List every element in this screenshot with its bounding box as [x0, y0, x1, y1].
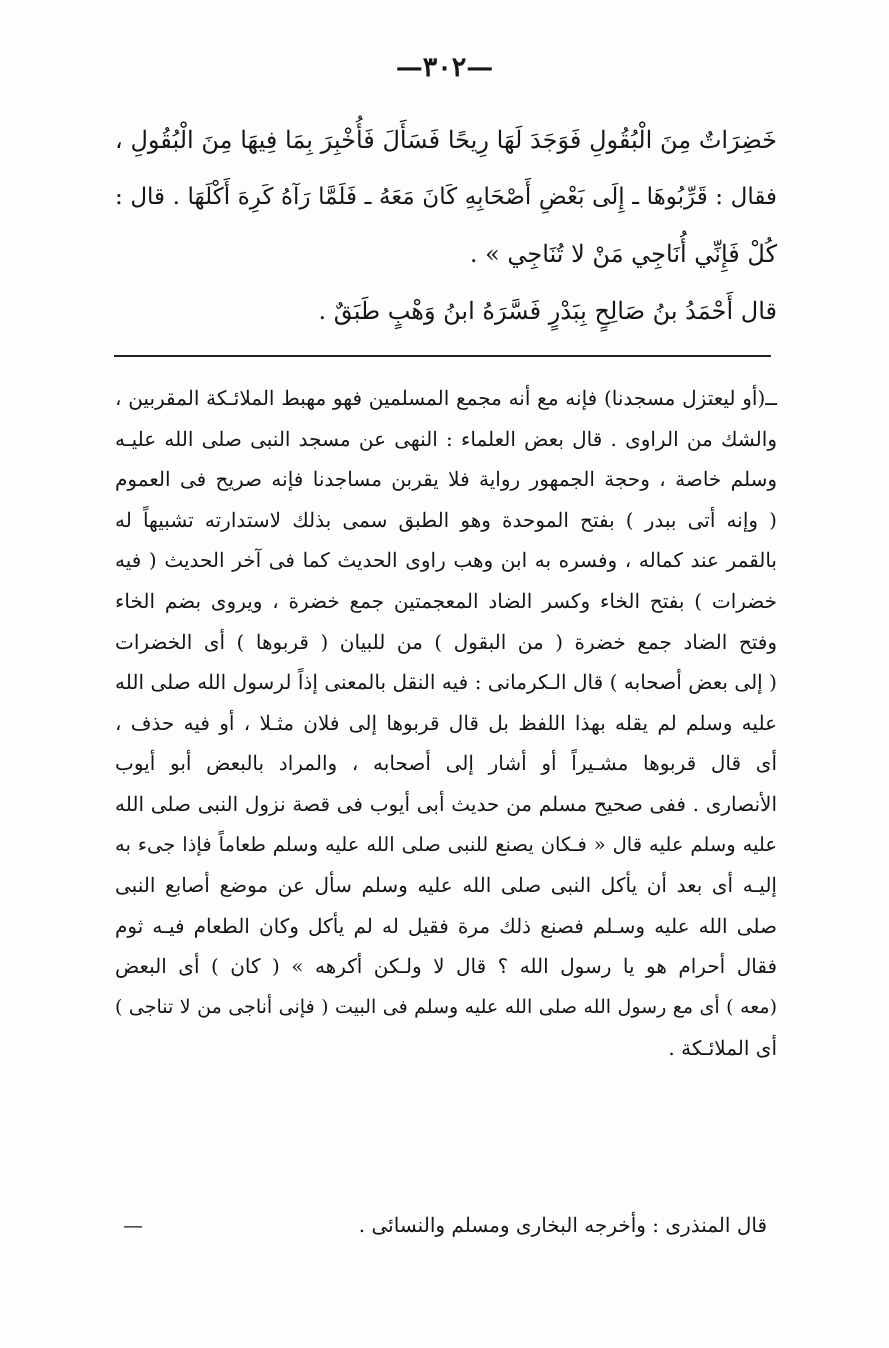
page-number: —٣٠٢—	[395, 52, 494, 83]
commentary-line-16: (معه ) أى مع رسول الله صلى الله عليه وسلم فى البيت ( فإنى أناجى من لا تناجى )	[115, 995, 777, 1018]
commentary-line-5: بالقمر عند كماله ، وفسره به ابن وهب راوى الحديث كما فى آخر الحديث ( فيه	[115, 548, 777, 573]
end-dash: —	[123, 1213, 143, 1237]
commentary-line-11: الأنصارى . ففى صحيح مسلم من حديث أبى أيوب فى قصة نزول النبى صلى الله	[115, 791, 777, 816]
commentary-line-9: عليه وسلم لم يقله بهذا اللفظ بل قال قربوها إلى فلان مثـلا ، أو فيه حذف ،	[115, 710, 777, 735]
hadith-text	[115, 112, 777, 340]
commentary-line-10: أى قال قربوها مشـيراً أو أشار إلى أصحابه ، والمراد بالبعض أبو أيوب	[115, 751, 777, 776]
commentary-line-13: إليـه أى بعد أن يأكل النبى صلى الله عليه وسلم سأل عن موضع أصابع النبى	[115, 873, 777, 898]
attribution-note: قال المنذرى : وأخرجه البخارى ومسلم والنسائى .	[358, 1213, 767, 1237]
commentary-line-15: فقال أحرام هو يا رسول الله ؟ قال لا ولـكن أكرهه » ( كان ) أى البعض	[115, 954, 777, 979]
hadith-line-4: قال أَحْمَدُ بنُ صَالِحٍ بِبَدْرٍ فَسَّرَهُ ابنُ وَهْبٍ طَبَقٌ .	[318, 297, 777, 325]
commentary-line-14: صلى الله عليه وسـلم فصنع ذلك مرة فقيل له لم يأكل وكان الطعام فيـه ثوم	[115, 913, 777, 938]
commentary-line-8: ( إلى بعض أصحابه ) قال الـكرمانى : فيه النقل بالمعنى إذاً لرسول الله صلى الله	[115, 670, 777, 695]
hadith-line-1: خَضِرَاتٌ مِنَ الْبُقُولِ فَوَجَدَ لَهَا رِيحًا فَسَأَلَ فَأُخْبِرَ بِمَا فِيهَا مِنَ الْبُقُولِ ،	[115, 126, 777, 154]
commentary-line-6: خضرات ) بفتح الخاء وكسر الضاد المعجمتين جمع خضرة ، ويروى بضم الخاء	[115, 588, 777, 613]
hadith-line-2: فقال : قَرِّبُوهَا ـ إِلَى بَعْضِ أَصْحَابِهِ كَانَ مَعَهُ ـ فَلَمَّا رَآهُ كَرِهَ أَكْلَهَا . قال :	[115, 184, 777, 210]
commentary-line-2: والشك من الراوى . قال بعض العلماء : النهى عن مسجد النبى صلى الله عليـه	[115, 426, 777, 451]
commentary-line-7: وفتح الضاد جمع خضرة ( من البقول ) من للبيان ( قربوها ) أى الخضرات	[115, 629, 777, 654]
section-divider	[114, 355, 771, 357]
commentary-line-12: عليه وسلم عليه قال « فـكان يصنع للنبى صلى الله عليه وسلم طعاماً فإذا جىء به	[115, 832, 777, 856]
commentary-text	[115, 378, 777, 1068]
commentary-line-17: أى الملائـكة .	[668, 1035, 777, 1060]
commentary-line-3: وسلم خاصة ، وحجة الجمهور رواية فلا يقربن مساجدنا فإنه صريح فى العموم	[115, 467, 777, 492]
commentary-line-4: ( وإنه أتى ببدر ) بفتح الموحدة وهو الطبق سمى بذلك لاستدارته تشبيهاً له	[115, 507, 777, 532]
hadith-line-3: كُلْ فَإِنِّي أُنَاجِي مَنْ لا تُنَاجِي » .	[469, 240, 777, 268]
commentary-line-1: ــ(أو ليعتزل مسجدنا) فإنه مع أنه مجمع المسلمين فهو مهبط الملائـكة المقربين ،	[115, 386, 777, 410]
